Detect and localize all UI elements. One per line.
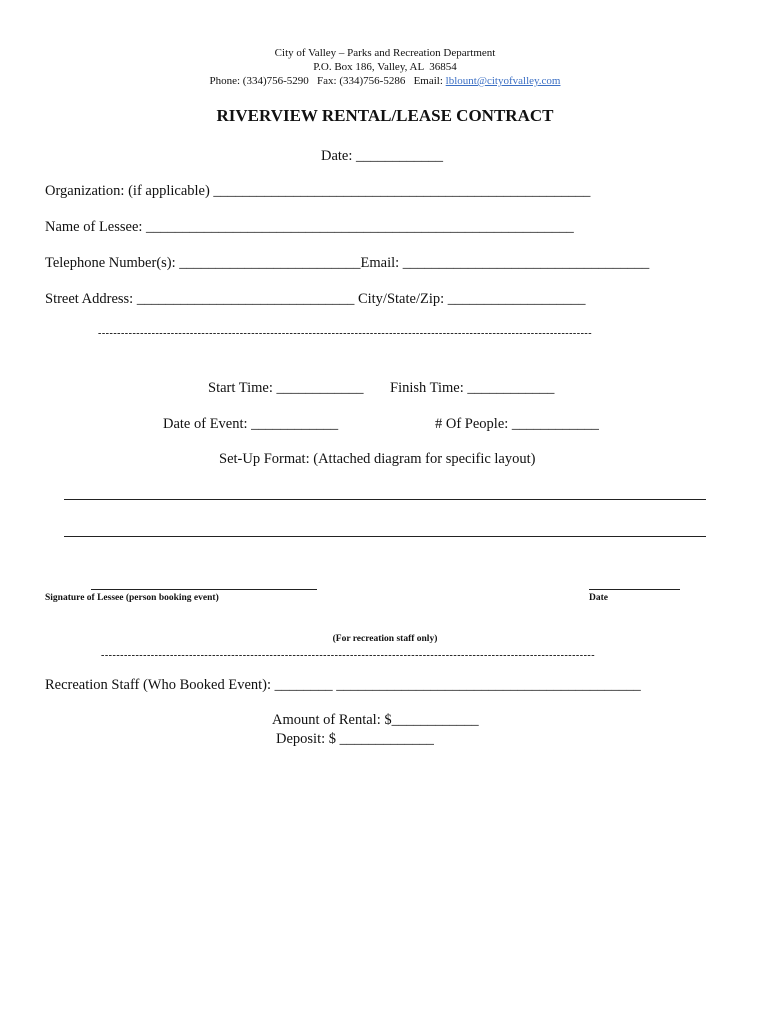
signature-date-line[interactable]	[589, 589, 680, 590]
date-of-event-field[interactable]: Date of Event: ____________	[163, 416, 339, 432]
finish-time-field[interactable]: Finish Time: ____________	[390, 380, 555, 396]
header-contact	[0, 74, 770, 88]
deposit-field[interactable]: Deposit: $ _____________	[276, 731, 434, 747]
organization-field[interactable]: Organization: (if applicable) ____________________________________________________	[45, 183, 591, 199]
dashed-divider-2: ---------------------------------------------------------------------------------------------------------------------------------	[101, 650, 596, 661]
header-phone-fax: Phone: (334)756-5290 Fax: (334)756-5286 Email:	[209, 75, 446, 87]
lessee-name-field[interactable]: Name of Lessee: ___________________________________________________________	[45, 219, 574, 235]
email-link[interactable]: lblount@cityofvalley.com	[445, 75, 561, 87]
lessee-signature-line[interactable]	[91, 589, 317, 590]
lessee-signature-label: Signature of Lessee (person booking event)	[45, 593, 219, 603]
setup-line-2[interactable]	[64, 536, 706, 537]
page-title: RIVERVIEW RENTAL/LEASE CONTRACT	[216, 106, 554, 125]
date-field[interactable]: Date: ____________	[321, 148, 444, 164]
setup-line-1[interactable]	[64, 499, 706, 500]
dashed-divider-1: ---------------------------------------------------------------------------------------------------------------------------------	[98, 328, 593, 339]
people-count-field[interactable]: # Of People: ____________	[435, 416, 599, 432]
staff-booked-field[interactable]: Recreation Staff (Who Booked Event): ________ __________________________________________	[45, 677, 641, 693]
street-address-field[interactable]: Street Address: ______________________________ City/State/Zip: ___________________	[45, 291, 586, 307]
telephone-email-field[interactable]: Telephone Number(s): _________________________Email: __________________________________	[45, 255, 650, 271]
signature-date-label: Date	[589, 593, 608, 603]
header-address: P.O. Box 186, Valley, AL 36854	[313, 61, 457, 73]
staff-only-note: (For recreation staff only)	[332, 634, 438, 644]
start-time-field[interactable]: Start Time: ____________	[208, 380, 364, 396]
header-department: City of Valley – Parks and Recreation Department	[274, 47, 496, 59]
setup-format-label: Set-Up Format: (Attached diagram for specific layout)	[219, 451, 536, 467]
rental-amount-field[interactable]: Amount of Rental: $____________	[272, 712, 479, 728]
